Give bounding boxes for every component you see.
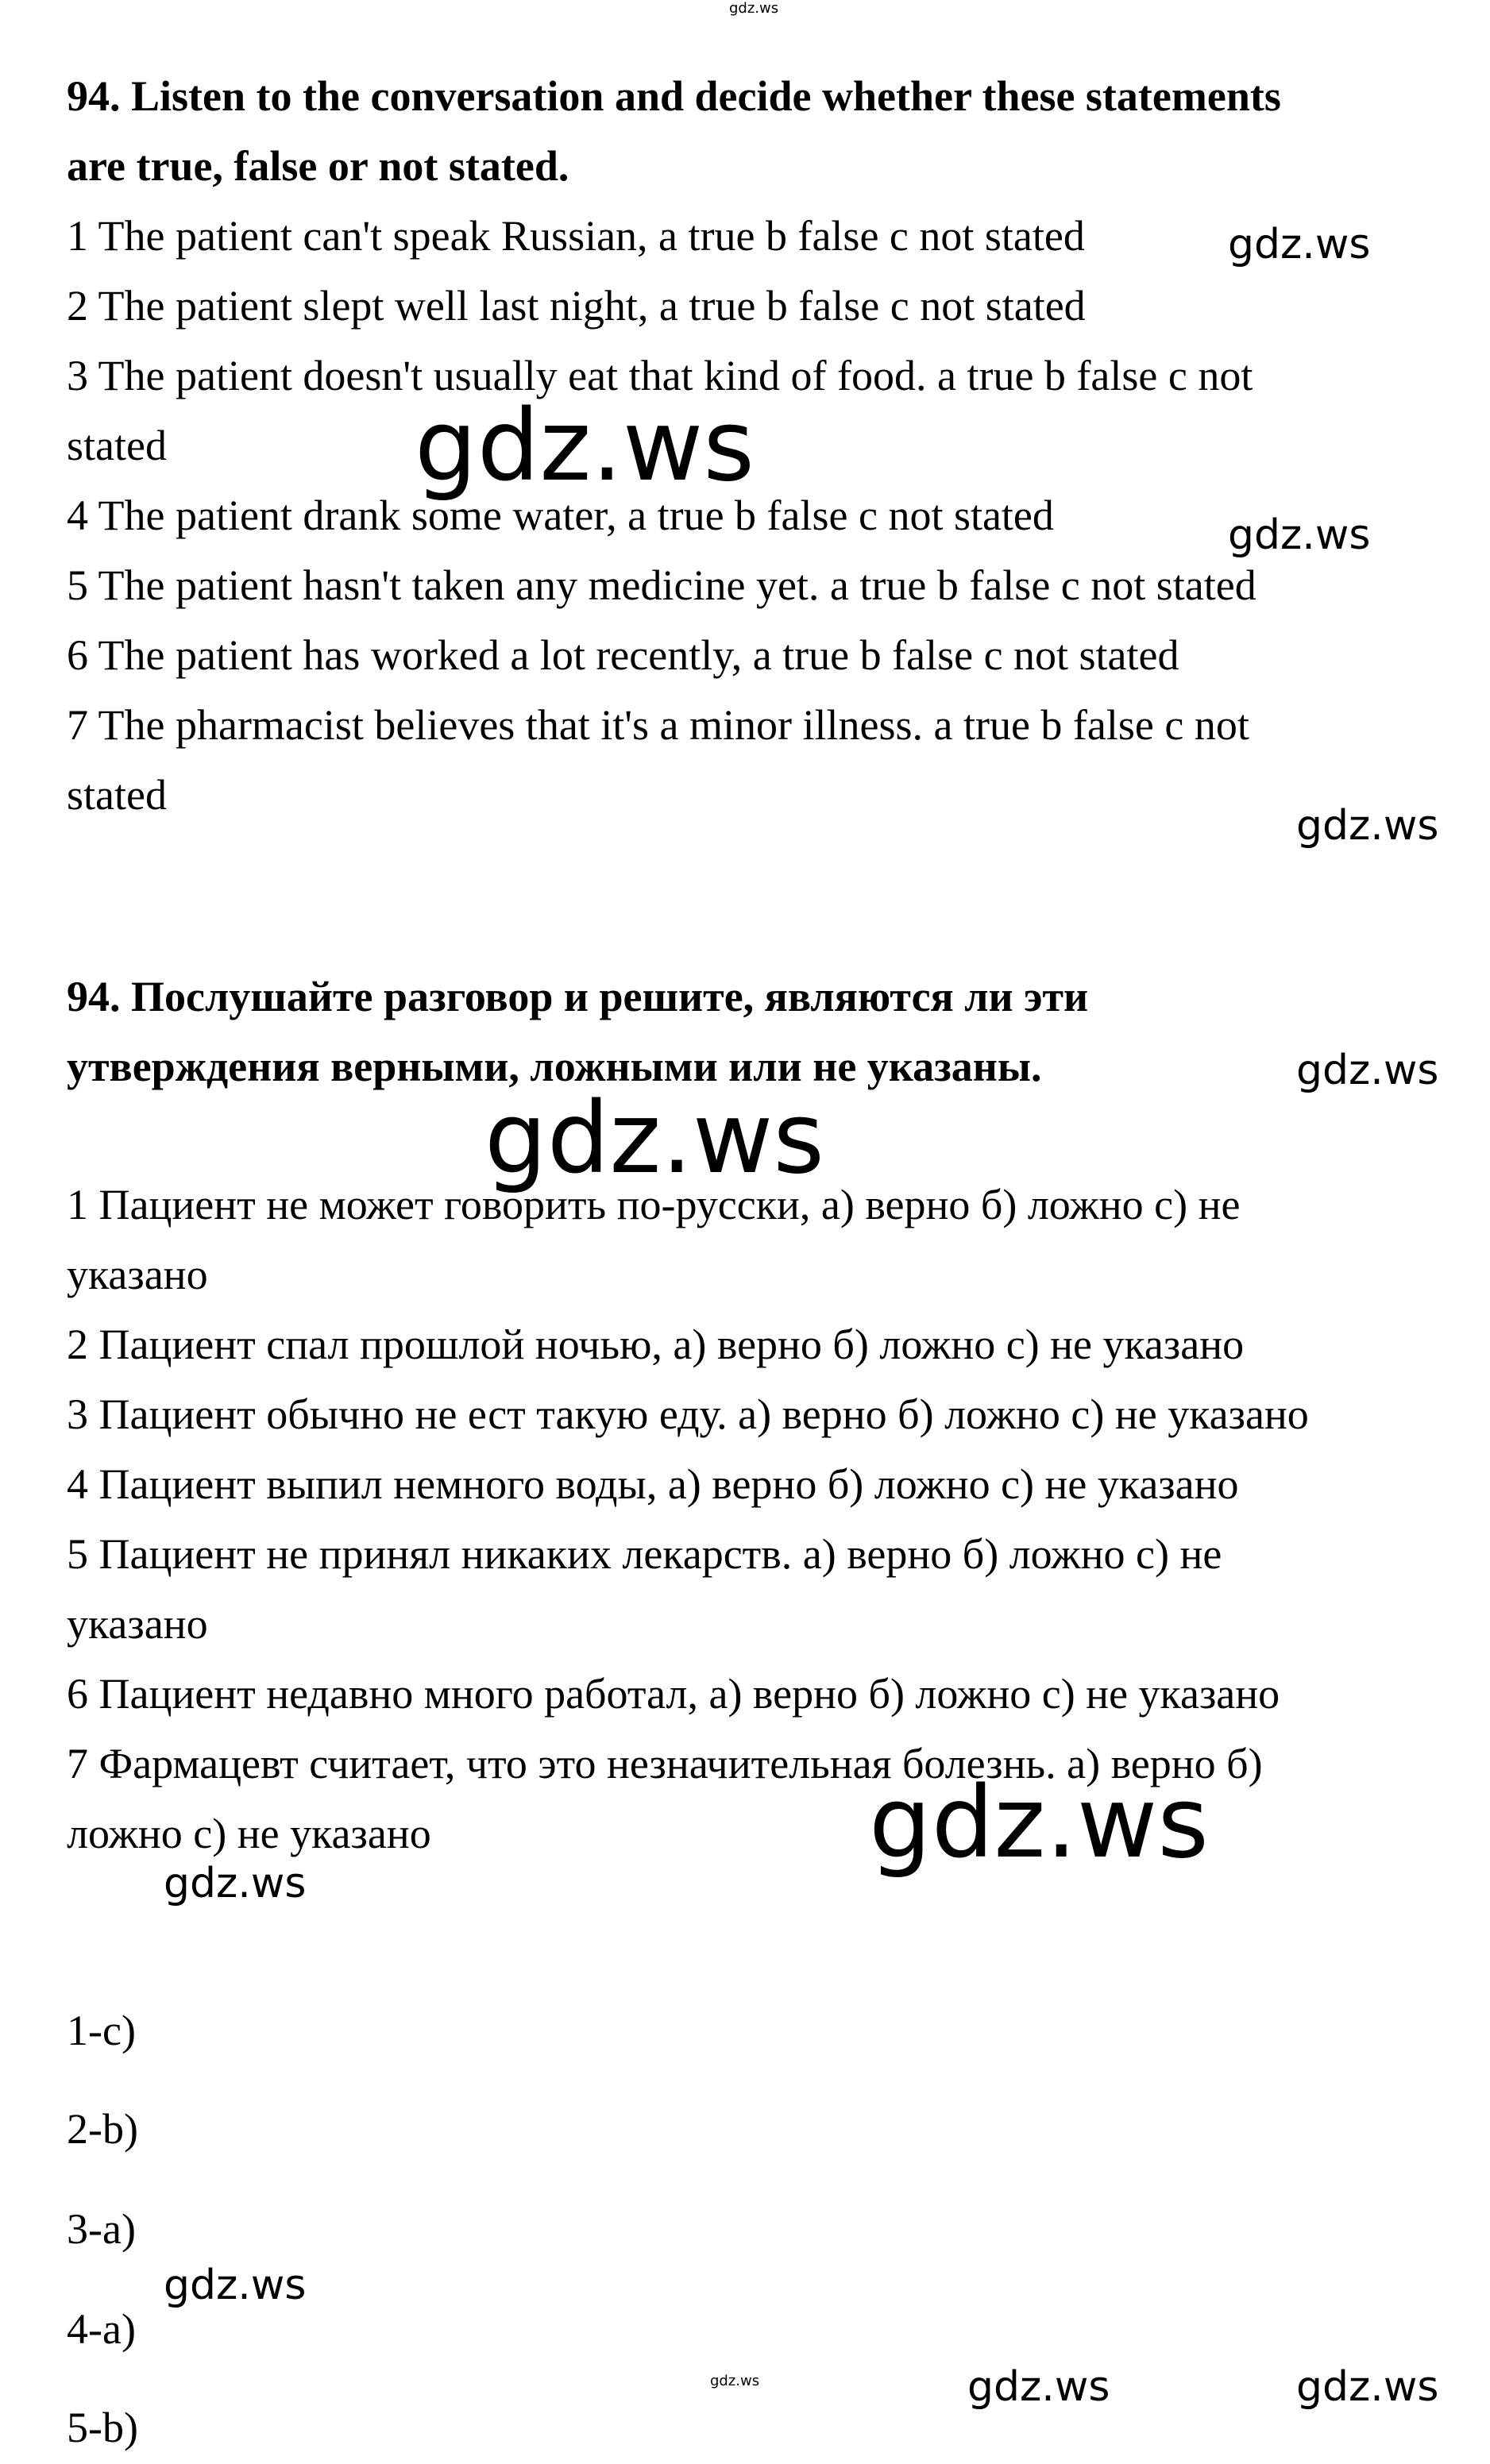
russian-statement-1: 1 Пациент не может говорить по-русски, а) верно б) ложно с) не xyxy=(67,1181,1241,1228)
russian-statement-4: 4 Пациент выпил немного воды, а) верно б) ложно с) не указано xyxy=(67,1460,1239,1508)
russian-statement-7-cont: ложно с) не указано xyxy=(67,1810,431,1857)
russian-statement-5-cont: указано xyxy=(67,1600,208,1648)
english-statement-1: 1 The patient can't speak Russian, a true b false c not stated xyxy=(67,212,1085,260)
watermark: gdz.ws xyxy=(164,2262,307,2309)
english-statement-7: 7 The pharmacist believes that it's a minor illness. a true b false c not xyxy=(67,701,1249,749)
english-statement-7-cont: stated xyxy=(67,771,167,819)
watermark: gdz.ws xyxy=(967,2363,1110,2411)
watermark: gdz.ws xyxy=(869,1766,1209,1880)
answer-1: 1-c) xyxy=(67,2007,136,2054)
watermark: gdz.ws xyxy=(1228,511,1371,559)
watermark-tiny-top: gdz.ws xyxy=(729,0,779,17)
english-statement-4: 4 The patient drank some water, a true b false c not stated xyxy=(67,492,1054,539)
russian-statement-6: 6 Пациент недавно много работал, а) верно б) ложно с) не указано xyxy=(67,1670,1280,1718)
watermark: gdz.ws xyxy=(1228,221,1371,268)
russian-statement-2: 2 Пациент спал прошлой ночью, а) верно б) ложно с) не указано xyxy=(67,1321,1245,1368)
english-statement-5: 5 The patient hasn't taken any medicine yet. a true b false c not stated xyxy=(67,561,1256,609)
english-statement-2: 2 The patient slept well last night, a true b false c not stated xyxy=(67,282,1086,330)
watermark: gdz.ws xyxy=(1296,802,1439,850)
watermark: gdz.ws xyxy=(415,389,755,503)
english-heading-line-1: 94. Listen to the conversation and decide whether these statements xyxy=(67,72,1281,120)
watermark: gdz.ws xyxy=(1296,2363,1439,2411)
english-statement-3-cont: stated xyxy=(67,422,167,469)
russian-heading-line-1: 94. Послушайте разговор и решите, являются ли эти xyxy=(67,973,1089,1020)
answer-4: 4-a) xyxy=(67,2305,136,2353)
answer-5: 5-b) xyxy=(67,2404,138,2451)
english-heading-line-2: are true, false or not stated. xyxy=(67,142,569,190)
answer-3: 3-a) xyxy=(67,2205,136,2253)
russian-heading-line-2: утверждения верными, ложными или не указаны. xyxy=(67,1043,1042,1090)
russian-statement-1-cont: указано xyxy=(67,1251,208,1298)
watermark: gdz.ws xyxy=(484,1082,824,1196)
russian-statement-5: 5 Пациент не принял никаких лекарств. а) верно б) ложно с) не xyxy=(67,1530,1222,1578)
english-statement-6: 6 The patient has worked a lot recently, a true b false c not stated xyxy=(67,631,1179,679)
watermark: gdz.ws xyxy=(164,1860,307,1907)
russian-statement-7: 7 Фармацевт считает, что это незначительная болезнь. а) верно б) xyxy=(67,1740,1263,1787)
watermark: gdz.ws xyxy=(1296,1047,1439,1094)
russian-statement-3: 3 Пациент обычно не ест такую еду. а) верно б) ложно с) не указано xyxy=(67,1390,1309,1438)
watermark-tiny-bottom: gdz.ws xyxy=(710,2373,760,2389)
answer-2: 2-b) xyxy=(67,2105,138,2153)
english-statement-3: 3 The patient doesn't usually eat that kind of food. a true b false c not xyxy=(67,352,1253,399)
